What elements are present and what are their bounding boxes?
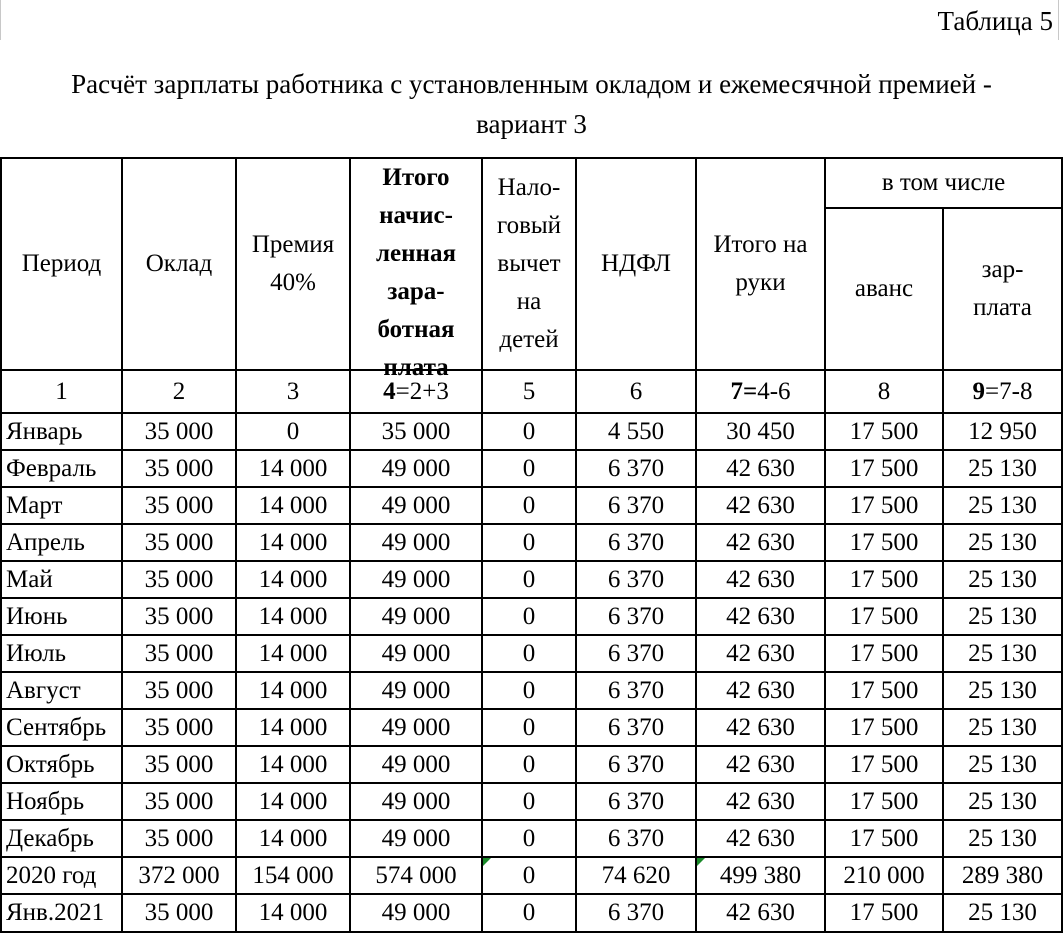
cell-advance: 17 500 (825, 413, 943, 450)
sheet-left-edge (0, 0, 1, 40)
cell-deduction: 0 (482, 524, 576, 561)
cell-salary: 35 000 (122, 561, 236, 598)
cell-bonus: 14 000 (236, 487, 350, 524)
cell-ndfl: 6 370 (576, 635, 696, 672)
cell-accrued: 49 000 (350, 561, 482, 598)
cell-net: 42 630 (696, 783, 825, 820)
cell-period: Апрель (1, 524, 122, 561)
cell-advance: 17 500 (825, 672, 943, 709)
cell-net: 42 630 (696, 746, 825, 783)
cell-advance: 17 500 (825, 820, 943, 857)
cell-net: 42 630 (696, 524, 825, 561)
col-num-9-formula: =7-8 (985, 377, 1033, 405)
cell-net: 42 630 (696, 598, 825, 635)
cell-pay: 25 130 (943, 672, 1062, 709)
cell-deduction: 0 (482, 783, 576, 820)
year-total-salary: 372 000 (122, 857, 236, 894)
cell-net: 42 630 (696, 487, 825, 524)
cell-salary: 35 000 (122, 709, 236, 746)
next-row-pay: 25 130 (943, 894, 1062, 932)
cell-accrued: 49 000 (350, 783, 482, 820)
year-total-net: 499 380 (696, 857, 825, 894)
cell-ndfl: 6 370 (576, 746, 696, 783)
cell-period: Январь (1, 413, 122, 450)
col-num-4-formula: =2+3 (395, 377, 449, 405)
table-row (1, 561, 1062, 598)
cell-accrued: 49 000 (350, 709, 482, 746)
cell-salary: 35 000 (122, 820, 236, 857)
cell-pay: 25 130 (943, 561, 1062, 598)
table-label: Таблица 5 (937, 6, 1053, 36)
cell-pay: 25 130 (943, 820, 1062, 857)
cell-net: 30 450 (696, 413, 825, 450)
cell-deduction: 0 (482, 672, 576, 709)
cell-deduction: 0 (482, 820, 576, 857)
cell-salary: 35 000 (122, 635, 236, 672)
cell-accrued: 49 000 (350, 487, 482, 524)
cell-accrued: 49 000 (350, 672, 482, 709)
cell-net: 42 630 (696, 450, 825, 487)
cell-bonus: 14 000 (236, 783, 350, 820)
year-total-row (1, 857, 1062, 894)
cell-accrued: 49 000 (350, 598, 482, 635)
cell-net: 42 630 (696, 672, 825, 709)
cell-advance: 17 500 (825, 524, 943, 561)
cell-bonus: 0 (236, 413, 350, 450)
cell-deduction: 0 (482, 413, 576, 450)
col-num-9-bold: 9 (972, 377, 986, 405)
cell-bonus: 14 000 (236, 709, 350, 746)
cell-ndfl: 4 550 (576, 413, 696, 450)
cell-pay: 12 950 (943, 413, 1062, 450)
next-row-net: 42 630 (696, 894, 825, 932)
cell-accrued: 35 000 (350, 413, 482, 450)
cell-deduction: 0 (482, 450, 576, 487)
cell-ndfl: 6 370 (576, 820, 696, 857)
col-num-5: 5 (482, 370, 576, 413)
next-row-advance: 17 500 (825, 894, 943, 932)
header-period: Период (1, 158, 122, 370)
cell-accrued: 49 000 (350, 635, 482, 672)
cell-advance: 17 500 (825, 746, 943, 783)
cell-period: Март (1, 487, 122, 524)
cell-bonus: 14 000 (236, 672, 350, 709)
cell-pay: 25 130 (943, 487, 1062, 524)
cell-bonus: 14 000 (236, 598, 350, 635)
cell-pay: 25 130 (943, 746, 1062, 783)
cell-period: Февраль (1, 450, 122, 487)
col-num-9 (943, 370, 1062, 413)
header-including: в том числе (825, 158, 1062, 208)
cell-deduction: 0 (482, 709, 576, 746)
col-num-7 (696, 370, 825, 413)
cell-pay: 25 130 (943, 598, 1062, 635)
cell-ndfl: 6 370 (576, 783, 696, 820)
cell-net: 42 630 (696, 635, 825, 672)
header-tax-deduction: Нало- говый вычет на детей (482, 158, 576, 370)
cell-ndfl: 6 370 (576, 672, 696, 709)
cell-advance: 17 500 (825, 598, 943, 635)
cell-period: Октябрь (1, 746, 122, 783)
cell-advance: 17 500 (825, 635, 943, 672)
year-total-period: 2020 год (1, 857, 122, 894)
cell-period: Июль (1, 635, 122, 672)
cell-salary: 35 000 (122, 413, 236, 450)
cell-accrued: 49 000 (350, 820, 482, 857)
col-num-6: 6 (576, 370, 696, 413)
table-row (1, 783, 1062, 820)
table-row (1, 598, 1062, 635)
cell-deduction: 0 (482, 487, 576, 524)
cell-period: Ноябрь (1, 783, 122, 820)
next-row-bonus: 14 000 (236, 894, 350, 932)
cell-pay: 25 130 (943, 783, 1062, 820)
col-num-7-formula: 4-6 (757, 377, 791, 405)
column-number-row (1, 370, 1062, 413)
cell-bonus: 14 000 (236, 635, 350, 672)
table-row (1, 746, 1062, 783)
year-total-deduction: 0 (482, 857, 576, 894)
cell-advance: 17 500 (825, 561, 943, 598)
header-total-accrued-text: Итого начис- ленная зара- ботная плата (376, 164, 456, 381)
cell-bonus: 14 000 (236, 561, 350, 598)
header-advance: аванс (825, 208, 943, 370)
cell-salary: 35 000 (122, 487, 236, 524)
header-pay: зар- плата (943, 208, 1062, 370)
year-total-advance: 210 000 (825, 857, 943, 894)
table-row (1, 487, 1062, 524)
cell-advance: 17 500 (825, 709, 943, 746)
year-total-pay: 289 380 (943, 857, 1062, 894)
table-title-line-2: вариант 3 (476, 109, 587, 139)
cell-deduction: 0 (482, 561, 576, 598)
cell-period: Июнь (1, 598, 122, 635)
cell-advance: 17 500 (825, 783, 943, 820)
next-row-salary: 35 000 (122, 894, 236, 932)
cell-advance: 17 500 (825, 450, 943, 487)
cell-deduction: 0 (482, 746, 576, 783)
cell-pay: 25 130 (943, 450, 1062, 487)
cell-net: 42 630 (696, 709, 825, 746)
header-bonus: Премия 40% (236, 158, 350, 370)
cell-ndfl: 6 370 (576, 450, 696, 487)
cell-deduction: 0 (482, 598, 576, 635)
col-num-8: 8 (825, 370, 943, 413)
header-salary: Оклад (122, 158, 236, 370)
col-num-1: 1 (1, 370, 122, 413)
table-title (0, 64, 1063, 144)
cell-bonus: 14 000 (236, 524, 350, 561)
year-total-ndfl: 74 620 (576, 857, 696, 894)
cell-net: 42 630 (696, 561, 825, 598)
cell-bonus: 14 000 (236, 820, 350, 857)
next-row-deduction: 0 (482, 894, 576, 932)
cell-salary: 35 000 (122, 598, 236, 635)
cell-pay: 25 130 (943, 709, 1062, 746)
next-row-period: Янв.2021 (1, 894, 122, 932)
table-row (1, 524, 1062, 561)
cell-deduction: 0 (482, 635, 576, 672)
header-ndfl: НДФЛ (576, 158, 696, 370)
cell-pay: 25 130 (943, 524, 1062, 561)
table-row (1, 672, 1062, 709)
cell-accrued: 49 000 (350, 524, 482, 561)
table-row (1, 450, 1062, 487)
cell-ndfl: 6 370 (576, 598, 696, 635)
next-row-accrued: 49 000 (350, 894, 482, 932)
header-row-top (1, 158, 1062, 208)
col-num-2: 2 (122, 370, 236, 413)
cell-net: 42 630 (696, 820, 825, 857)
cell-bonus: 14 000 (236, 746, 350, 783)
cell-salary: 35 000 (122, 524, 236, 561)
cell-period: Май (1, 561, 122, 598)
col-num-3: 3 (236, 370, 350, 413)
cell-ndfl: 6 370 (576, 709, 696, 746)
table-row (1, 709, 1062, 746)
header-total-accrued (350, 158, 482, 381)
salary-table (0, 157, 1063, 933)
cell-bonus: 14 000 (236, 450, 350, 487)
col-num-4-bold: 4 (383, 377, 396, 405)
cell-ndfl: 6 370 (576, 524, 696, 561)
next-year-row (1, 894, 1062, 932)
cell-period: Сентябрь (1, 709, 122, 746)
table-row (1, 635, 1062, 672)
cell-salary: 35 000 (122, 450, 236, 487)
cell-advance: 17 500 (825, 487, 943, 524)
cell-ndfl: 6 370 (576, 487, 696, 524)
year-total-accrued: 574 000 (350, 857, 482, 894)
table-row (1, 413, 1062, 450)
cell-salary: 35 000 (122, 783, 236, 820)
year-total-bonus: 154 000 (236, 857, 350, 894)
cell-ndfl: 6 370 (576, 561, 696, 598)
col-num-7-bold: 7= (730, 377, 758, 405)
cell-salary: 35 000 (122, 672, 236, 709)
next-row-ndfl: 6 370 (576, 894, 696, 932)
sheet-right-edge (1058, 0, 1059, 40)
table-row (1, 820, 1062, 857)
cell-salary: 35 000 (122, 746, 236, 783)
header-net: Итого на руки (696, 158, 825, 370)
table-title-line-1: Расчёт зарплаты работника с установленным окладом и ежемесячной премией - (71, 69, 992, 99)
cell-accrued: 49 000 (350, 450, 482, 487)
header-total-accrued-clip (351, 159, 481, 381)
month-rows (1, 413, 1062, 857)
cell-period: Декабрь (1, 820, 122, 857)
cell-period: Август (1, 672, 122, 709)
cell-pay: 25 130 (943, 635, 1062, 672)
cell-accrued: 49 000 (350, 746, 482, 783)
